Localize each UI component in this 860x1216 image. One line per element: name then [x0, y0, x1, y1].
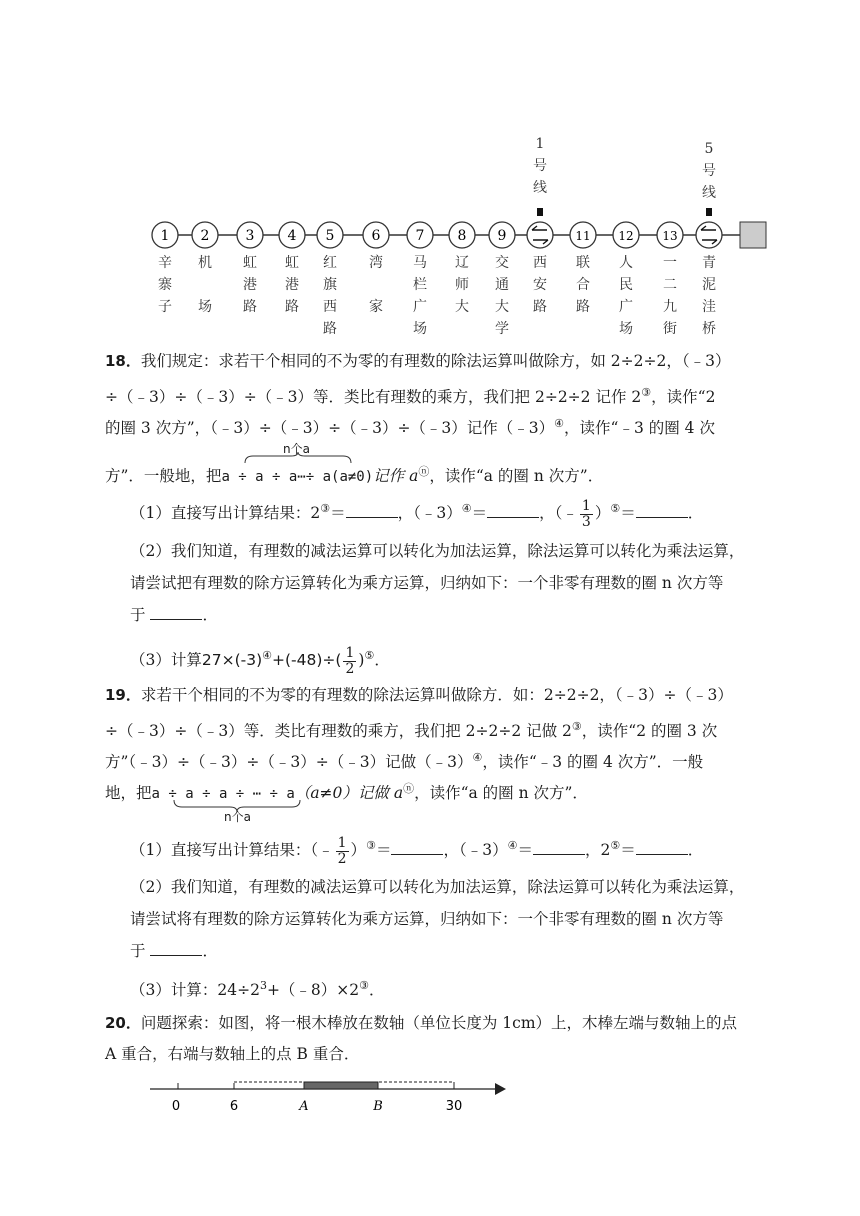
terminal-block [740, 222, 766, 248]
q18-s3c: +(-48)÷( [272, 651, 342, 670]
q19-sub3 [130, 970, 745, 1006]
station-number: 13 [662, 229, 678, 243]
line5-label: 5 号 线 [702, 141, 716, 201]
station-number: 5 [325, 228, 335, 244]
q19-s1h: ． [687, 841, 704, 860]
q19-line1 [105, 680, 745, 711]
fraction-num: 1 [337, 834, 347, 851]
station-circle [696, 222, 722, 248]
station-number: 8 [457, 228, 467, 244]
q20-line2: A 重合，右端与数轴上的点 B 重合． [105, 1045, 360, 1063]
q18-text-4a: 方”．一般地，把 [105, 467, 222, 486]
circled-3: ③ [641, 386, 652, 399]
q19-s1g: ＝ [620, 841, 636, 860]
circled-4: ④ [461, 502, 472, 515]
q18-s1g: ． [687, 504, 704, 523]
numberline-label-30: 30 [445, 1099, 463, 1114]
q18-s1d: ＝ [471, 504, 488, 523]
q19-s2d: ． [202, 942, 218, 960]
q20-number: 20． [105, 1014, 141, 1032]
fraction-one-half [343, 646, 356, 677]
circled-5: ⑤ [610, 502, 621, 515]
q19-text-3b: ，读作“﹣3 的圈 4 次方”．一般 [482, 753, 704, 772]
station-number: 9 [497, 228, 507, 244]
fraction-den: 3 [581, 513, 591, 530]
q19-s3b: +（﹣8）×2 [266, 981, 360, 1000]
station-name: 人 民 广 场 [619, 255, 633, 337]
circled-3: ③ [366, 839, 376, 852]
q18-s1b: ＝ [330, 504, 346, 523]
q19-text-1: 求若干个相同的不为零的有理数的除法运算叫做除方．如：2÷2÷2，（﹣3）÷（﹣3） [140, 686, 733, 704]
fraction-den: 2 [345, 660, 355, 677]
q19-sub2c [130, 936, 745, 967]
answer-blank[interactable] [346, 499, 398, 518]
q18-s3e: ． [374, 651, 390, 670]
line1-label: 1 号 线 [533, 136, 547, 196]
station-number: 6 [371, 228, 381, 244]
station-name: 辽 师 大 [455, 255, 469, 315]
station-name: 马 栏 广 场 [413, 255, 427, 337]
q19-text-4c: ，读作“a 的圈 n 次方”． [414, 784, 588, 803]
station-number: 4 [287, 228, 297, 244]
circled-3: ③ [320, 502, 331, 515]
circled-3: ③ [571, 720, 582, 733]
q18-sub2c [130, 600, 745, 631]
answer-blank[interactable] [391, 836, 443, 855]
circled-4: ④ [472, 751, 483, 764]
station-name: 西 安 路 [533, 255, 547, 315]
station-name: 红 旗 西 路 [323, 255, 337, 337]
circled-n: ⓝ [403, 782, 415, 795]
fraction-num: 1 [581, 497, 591, 514]
q18-line1 [105, 346, 745, 377]
q19-brace-label: n个a [224, 810, 251, 824]
q18-s3b: 27×(-3) [201, 651, 263, 670]
q18-line4 [105, 456, 745, 493]
numberline-label-A: A [299, 1099, 309, 1114]
q18-s3d: ) [358, 651, 365, 670]
q19-s1c: ＝ [375, 841, 392, 860]
station-name: 湾 家 [369, 255, 383, 315]
q18-text-3: 的圈 3 次方”，（﹣3）÷（﹣3）÷（﹣3）÷（﹣3）记作（﹣3） [105, 419, 555, 438]
q18-s2c: 于 [130, 606, 146, 624]
q19-s3a: （3）计算：24÷2 [130, 981, 260, 1000]
station-name: 交 通 大 学 [495, 255, 509, 337]
q19-sub2b: 请尝试将有理数的除方运算转化为乘方运算，归纳如下：一个非零有理数的圈 n 次方等 [130, 910, 724, 928]
fraction-den: 2 [337, 850, 347, 867]
q18-sub2b: 请尝试把有理数的除方运算转化为乘方运算，归纳如下：一个非零有理数的圈 n 次方等 [130, 574, 724, 592]
circled-5: ⑤ [610, 839, 621, 852]
station-number: 7 [415, 228, 425, 244]
q18-condition: (a≠0) [331, 469, 374, 486]
metro-line-diagram [140, 130, 780, 345]
circled-4: ④ [507, 839, 518, 852]
station-name: 虹 港 路 [285, 255, 299, 315]
q19-text-2: ÷（﹣3）÷（﹣3）等．类比有理数的乘方，我们把 2÷2÷2 记做 2 [105, 722, 572, 741]
station-name: 虹 港 路 [243, 255, 257, 315]
station-number: 2 [200, 228, 210, 244]
q18-text-4b: 记作 a [373, 467, 419, 486]
q19-s1b: ） [350, 841, 367, 860]
q18-text-2: ÷（﹣3）÷（﹣3）÷（﹣3）等．类比有理数的乘方，我们把 2÷2÷2 记作 2 [105, 388, 642, 407]
answer-blank[interactable] [636, 499, 688, 518]
q19-s2c: 于 [130, 942, 146, 960]
q20-line1 [105, 1008, 745, 1039]
station-number: 12 [618, 229, 634, 243]
station-number: 3 [245, 228, 255, 244]
q18-text-1: 我们规定：求若干个相同的不为零的有理数的除法运算叫做除方，如 2÷2÷2，（﹣3） [140, 352, 731, 370]
answer-blank[interactable] [533, 836, 585, 855]
q18-s1e: ， [539, 504, 555, 523]
fraction-one-third [580, 499, 593, 530]
fraction-one-half [336, 836, 349, 867]
number-line [150, 1078, 510, 1133]
station-name: 机 场 [198, 255, 212, 315]
q18-s2d: ． [202, 606, 218, 624]
q18-s1a: （1）直接写出计算结果：2 [130, 504, 321, 523]
station-name: 青 泥 洼 桥 [702, 255, 716, 337]
circled-n: ⓝ [418, 465, 430, 478]
q18-s1c: ，（﹣3） [397, 504, 462, 523]
q19-text-4b: （a≠0）记做 a [294, 784, 404, 803]
answer-blank[interactable] [636, 836, 688, 855]
q18-line3 [105, 408, 745, 444]
numberline-label-6: 6 [229, 1099, 239, 1114]
q19-s1f: ，2 [584, 841, 611, 860]
circled-4: ④ [262, 649, 273, 662]
station-name: 辛 寨 子 [158, 255, 172, 315]
station-circle [527, 222, 553, 248]
q19-text-3: 方”（﹣3）÷（﹣3）÷（﹣3）÷（﹣3）记做（﹣3） [105, 753, 473, 772]
fraction-num: 1 [345, 644, 355, 661]
q18-expression: a ÷ a ÷ a⋯÷ a [221, 469, 332, 486]
circled-3: ③ [359, 979, 370, 992]
q18-brace-label: n个a [283, 442, 310, 456]
q19-sub2a: （2）我们知道，有理数的减法运算可以转化为加法运算，除法运算可以转化为乘法运算， [130, 878, 745, 896]
superscript-3: 3 [259, 979, 267, 992]
q18-text-2b: ，读作“2 [651, 388, 716, 407]
q18-text-3b: ，读作“﹣3 的圈 4 次 [564, 419, 715, 438]
station-name: 一 二 九 街 [663, 255, 677, 337]
q19-s1a: （1）直接写出计算结果：（﹣ [130, 841, 334, 860]
circled-5: ⑤ [364, 649, 375, 662]
q19-sub1 [130, 830, 745, 867]
q18-number: 18． [105, 352, 141, 370]
q19-text-2b: ，读作“2 的圈 3 次 [581, 722, 718, 741]
q19-s1d: ，（﹣3） [443, 841, 508, 860]
numberline-label-0: 0 [171, 1099, 181, 1114]
q18-s1f: ＝ [620, 504, 636, 523]
q18-sub1: （1）直接写出计算结果：2③＝ ，（﹣3）④＝ ，（﹣ $\frac{1}{3}$ ）⑤＝ ． [130, 497, 704, 530]
answer-blank[interactable] [487, 499, 539, 518]
q19-s3c: ． [369, 981, 385, 1000]
answer-blank[interactable] [150, 937, 202, 956]
q18-sub3 [130, 640, 745, 677]
circled-4: ④ [554, 417, 565, 430]
q18-text-4c: ，读作“a 的圈 n 次方”． [429, 467, 604, 486]
q20-text-1: 问题探索：如图，将一根木棒放在数轴（单位长度为 1cm）上，木棒左端与数轴上的点 [140, 1014, 738, 1032]
numberline-label-B: B [373, 1099, 383, 1114]
station-number: 11 [575, 229, 591, 243]
q18-s3a: （3）计算 [130, 651, 202, 670]
q19-number: 19． [105, 686, 141, 704]
q19-s1e: ＝ [517, 841, 533, 860]
q19-text-4a: 地，把 [105, 784, 152, 803]
q18-sub2a: （2）我们知道，有理数的减法运算可以转化为加法运算，除法运算可以转化为乘法运算， [130, 542, 745, 560]
station-name: 联 合 路 [576, 255, 590, 315]
station-number: 1 [160, 228, 170, 244]
q19-expression: a ÷ a ÷ a ÷ ⋯ ÷ a [151, 786, 295, 803]
answer-blank[interactable] [150, 601, 202, 620]
